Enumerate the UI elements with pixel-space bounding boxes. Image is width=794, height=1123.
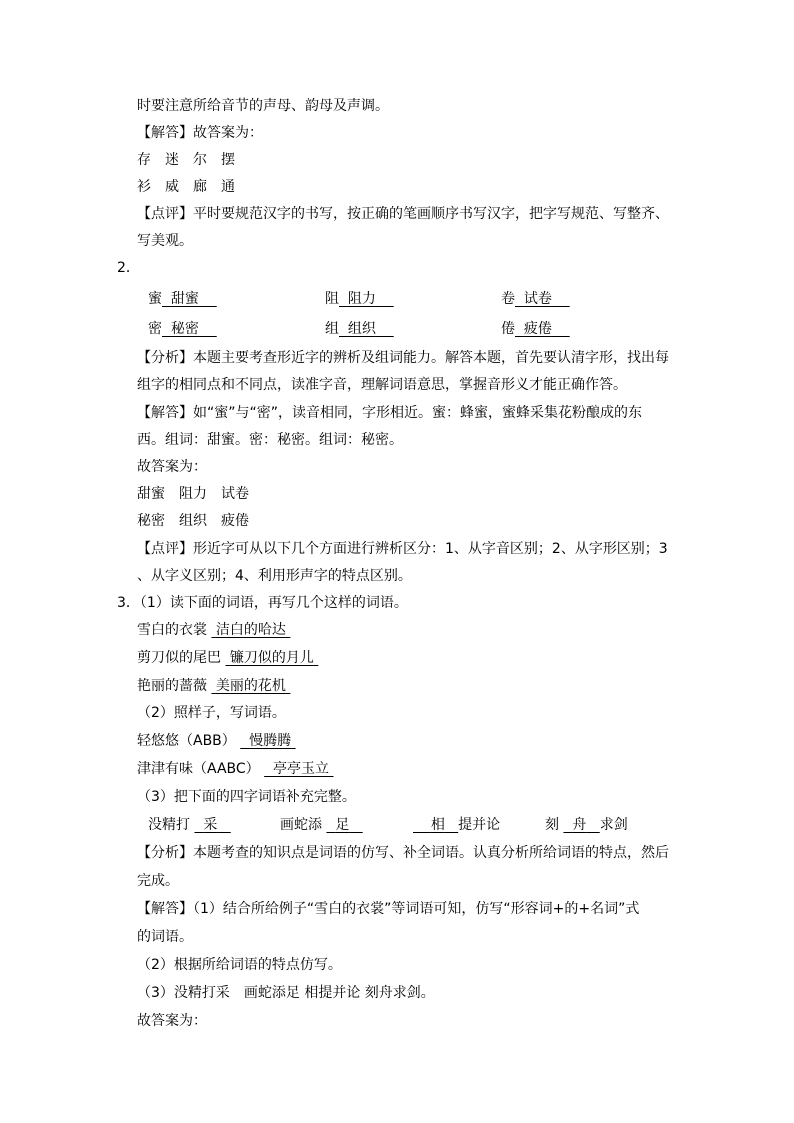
q3-solution-line-3: （2）根据所给词语的特点仿写。 [137, 957, 342, 973]
answer-word: 甜蜜 [170, 291, 199, 307]
idiom-blank: 舟 [572, 817, 587, 833]
idiom-before: 没精打 [148, 817, 190, 833]
answer-char: 迷 [165, 152, 179, 168]
q2-grid-cell [325, 319, 394, 339]
q3-solution-line-2: 的词语。 [137, 929, 193, 945]
q1-comment-line-1: 【点评】平时要规范汉字的书写，按正确的笔画顺序书写汉字，把字写规范、写整齐、 [137, 206, 669, 222]
q2-analysis-line-1: 【分析】本题主要考查形近字的辨析及组词能力。解答本题，首先要认清字形，找出每 [137, 350, 669, 366]
answer-char: 摆 [221, 152, 235, 168]
answer-phrase: 慢腾腾 [249, 733, 292, 749]
answer-char: 衫 [137, 179, 151, 195]
q2-answer-row-1: 甜蜜 阻力 试卷 [137, 486, 249, 502]
q3-solution-line-1: 【解答】（1）结合所给例子“雪白的衣裳”等词语可知，仿写“形容词+的+名词”式 [137, 901, 640, 917]
q3-part2-item [137, 731, 296, 751]
q2-analysis-line-2: 组字的相同点和不同点，读准字音，理解词语意思，掌握音形义才能正确作答。 [137, 377, 627, 393]
q2-grid-cell [501, 319, 570, 339]
given-phrase: 津津有味（AABC） [137, 761, 260, 777]
q3-number-and-prompt [117, 593, 408, 613]
idiom-after: 求剑 [599, 817, 628, 833]
given-char: 倦 [501, 321, 515, 337]
idiom-blank: 采 [203, 817, 218, 833]
q2-number: 2． [117, 260, 140, 276]
given-char: 卷 [501, 291, 515, 307]
answer-char: 威 [165, 179, 179, 195]
q3-part1-item [137, 676, 290, 696]
q2-grid-cell [148, 289, 217, 309]
q2-solution-line-2: 西。组词：甜蜜。密：秘密。组词：秘密。 [137, 432, 403, 448]
answer-word: 疲倦 [523, 321, 552, 337]
q1-answer-row-1 [137, 150, 235, 170]
answer-char: 存 [137, 152, 151, 168]
idiom-after: 提并论 [458, 817, 501, 833]
answer-word: 秘密 [170, 321, 199, 337]
answer-word: 阻力 [347, 291, 376, 307]
answer-phrase: 洁白的哈达 [215, 622, 286, 638]
q2-answer-row-2: 秘密 组织 疲倦 [137, 513, 249, 529]
q2-solution-line-1: 【解答】如“蜜”与“密”，读音相同，字形相近。蜜：蜂蜜，蜜蜂采集花粉酿成的东 [137, 405, 643, 421]
q2-answer-label: 故答案为： [137, 459, 207, 475]
q2-comment-line-1: 【点评】形近字可从以下几个方面进行辨析区分：1、从字音区别；2、从字形区别；3 [137, 541, 668, 557]
given-phrase: 艳丽的蔷薇 [137, 678, 207, 694]
q1-answer-row-2 [137, 177, 235, 197]
q1-answer-label: 【解答】故答案为： [137, 125, 263, 141]
q1-comment-line-2: 写美观。 [137, 233, 193, 249]
q3-analysis-line-2: 完成。 [137, 873, 179, 889]
q2-grid-cell [501, 289, 570, 309]
given-char: 密 [148, 321, 162, 337]
q3-answer-label: 故答案为： [137, 1013, 207, 1029]
q2-grid-cell [148, 319, 217, 339]
answer-word: 试卷 [523, 291, 552, 307]
q3-number: 3． [117, 595, 140, 611]
q3-part1-prompt: （1）读下面的词语，再写几个这样的词语。 [139, 595, 408, 611]
given-char: 组 [325, 321, 339, 337]
given-phrase: 雪白的衣裳 [137, 622, 207, 638]
answer-char: 尔 [193, 152, 207, 168]
q3-analysis-line-1: 【分析】本题考查的知识点是词语的仿写、补全词语。认真分析所给词语的特点，然后 [137, 845, 669, 861]
answer-word: 组织 [347, 321, 376, 337]
q3-solution-line-4: （3）没精打采 画蛇添足 相提并论 刻舟求剑。 [137, 985, 435, 1001]
idiom-blank: 相 [430, 817, 445, 833]
q3-part1-item [137, 648, 318, 668]
q3-part1-item [137, 620, 290, 640]
given-char: 蜜 [148, 291, 162, 307]
answer-phrase: 美丽的花机 [215, 678, 286, 694]
answer-char: 通 [221, 179, 235, 195]
q3-part3-item [413, 815, 500, 835]
answer-phrase: 亭亭玉立 [273, 761, 330, 777]
q2-comment-line-2: 、从字义区别；4、利用形声字的特点区别。 [137, 568, 412, 584]
q3-part3-prompt: （3）把下面的四字词语补充完整。 [137, 789, 356, 805]
given-phrase: 轻悠悠（ABB） [137, 733, 236, 749]
q3-part2-prompt: （2）照样子，写词语。 [137, 705, 286, 721]
idiom-before: 画蛇添 [280, 817, 322, 833]
given-char: 阻 [325, 291, 339, 307]
q3-part3-item [280, 815, 363, 835]
q3-part3-item [148, 815, 231, 835]
answer-phrase: 镰刀似的月儿 [229, 650, 314, 666]
q3-part3-item [545, 815, 628, 835]
q3-part2-item [137, 759, 334, 779]
q2-grid-cell [325, 289, 394, 309]
q1-text-line: 时要注意所给音节的声母、韵母及声调。 [137, 98, 389, 114]
answer-char: 廊 [193, 179, 207, 195]
given-phrase: 剪刀似的尾巴 [137, 650, 221, 666]
idiom-before: 刻 [545, 817, 559, 833]
idiom-blank: 足 [335, 817, 350, 833]
